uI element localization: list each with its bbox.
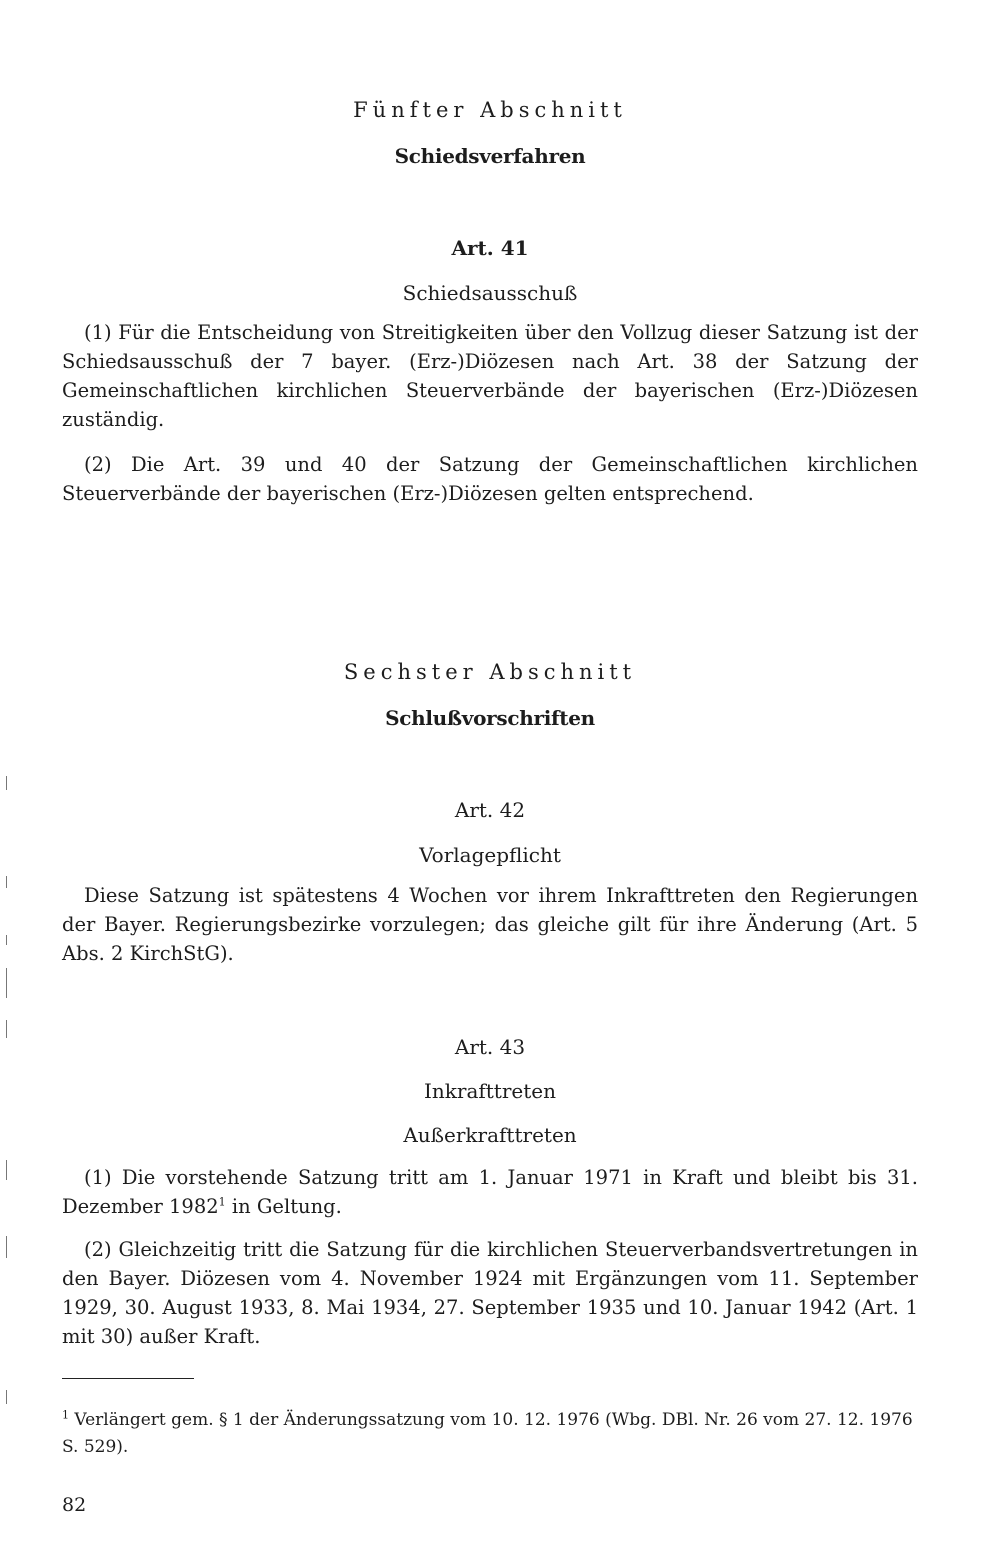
footnote	[62, 1407, 918, 1461]
article-43-title2-block	[62, 1123, 918, 1147]
section-6-title-block	[62, 706, 918, 730]
footnote-marker: 1	[62, 1408, 69, 1422]
article-43-title1-block	[62, 1079, 918, 1103]
article-43-body	[62, 1163, 918, 1351]
article-41-number-block	[62, 236, 918, 260]
paragraph	[62, 1163, 918, 1221]
footnote-divider	[62, 1378, 194, 1379]
article-41-body	[62, 318, 918, 508]
article-42-body	[62, 881, 918, 968]
article-43-number-block	[62, 1035, 918, 1059]
section-heading: Sechster Abschnitt	[343, 660, 637, 684]
article-subtitle: Außerkrafttreten	[403, 1123, 577, 1147]
section-6-header	[62, 660, 918, 684]
article-42-title-block	[62, 843, 918, 867]
section-title: Schiedsverfahren	[394, 144, 586, 168]
paragraph-text: (1) Die vorstehende Satzung tritt am 1. Januar 1971 in Kraft und bleibt bis 31. Dezember 1982	[62, 1166, 918, 1218]
paragraph-text: in Geltung.	[225, 1195, 342, 1218]
article-number: Art. 42	[454, 798, 526, 822]
paragraph: (2) Die Art. 39 und 40 der Satzung der Gemeinschaftlichen kirchlichen Steuerverbände der bayerischen (Erz-)Diözesen gelten entsprechend.	[62, 453, 918, 505]
article-41-title-block	[62, 281, 918, 305]
article-42-number-block	[62, 798, 918, 822]
paragraph: Diese Satzung ist spätestens 4 Wochen vor ihrem Inkrafttreten den Regierungen der Bayer. Regierungsbezirke vorzulegen; das gleiche gilt für ihre Änderung (Art. 5 Abs. 2 KirchStG).	[62, 884, 918, 965]
article-number: Art. 41	[451, 236, 529, 260]
section-heading: Fünfter Abschnitt	[353, 98, 627, 122]
section-5-header	[62, 98, 918, 122]
article-title: Schiedsausschuß	[402, 281, 578, 305]
article-title: Inkrafttreten	[423, 1079, 556, 1103]
page-number: 82	[62, 1494, 87, 1516]
section-title: Schlußvorschriften	[385, 706, 595, 730]
footnote-reference: 1	[218, 1195, 226, 1209]
paragraph: (2) Gleichzeitig tritt die Satzung für die kirchlichen Steuerverbandsvertretungen in den Bayer. Diözesen vom 4. November 1924 mit Ergänzungen vom 11. September 1929, 30. August 1933, 8. Mai 1934, 27. September 1935 und 10. Januar 1942 (Art. 1 mit 30) außer Kraft.	[62, 1238, 918, 1348]
section-5-title-block	[62, 144, 918, 168]
article-number: Art. 43	[454, 1035, 526, 1059]
footnote-text: Verlängert gem. § 1 der Änderungssatzung vom 10. 12. 1976 (Wbg. DBl. Nr. 26 vom 27. 12. 1976 S. 529).	[62, 1410, 913, 1457]
paragraph: (1) Für die Entscheidung von Streitigkeiten über den Vollzug dieser Satzung ist der Schiedsausschuß der 7 bayer. (Erz-)Diözesen nach Art. 38 der Satzung der Gemeinschaftlichen kirchlichen Steuerverbände der bayerischen (Erz-)Diözesen zuständig.	[62, 321, 918, 431]
article-title: Vorlagepflicht	[419, 843, 561, 867]
